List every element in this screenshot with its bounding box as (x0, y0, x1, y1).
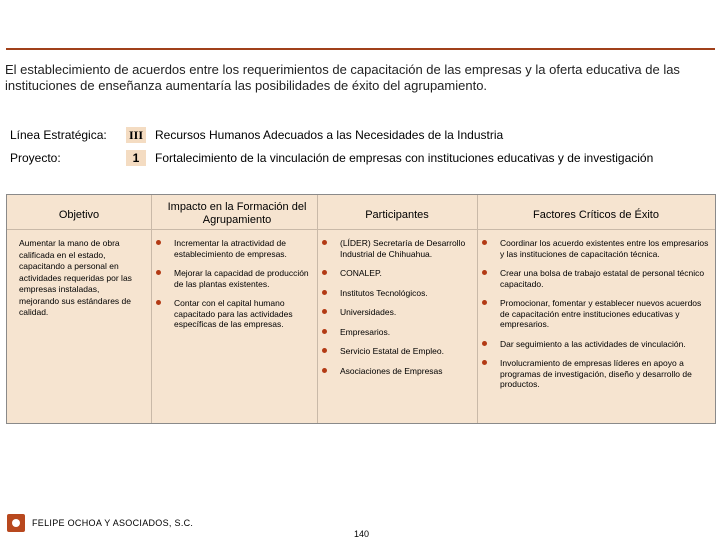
proyecto-title: Fortalecimiento de la vinculación de empresas con instituciones educativas y de investigación (155, 151, 654, 165)
participantes-list (320, 238, 470, 385)
intro-paragraph: El establecimiento de acuerdos entre los requerimientos de capacitación de las empresas y la oferta educativa de las instituciones de enseñanza aumentaría las posibilidades de éxito del agrupamiento. (5, 62, 680, 93)
header-factores: Factores Críticos de Éxito (533, 209, 659, 221)
bullet-icon (322, 329, 327, 334)
bullet-icon (322, 290, 327, 295)
bullet-icon (322, 368, 327, 373)
column-divider (317, 195, 318, 423)
list-item: Universidades. (320, 307, 470, 318)
list-item: Asociaciones de Empresas (320, 366, 470, 377)
list-item: Incrementar la atractividad de establecimiento de empresas. (154, 238, 314, 259)
objective-text: Aumentar la mano de obra calificada en el estado, capacitando a personal en actividades requeridas por las empresas instaladas, mejorando sus estándares de calidad. (19, 238, 132, 317)
bullet-icon (156, 270, 161, 275)
bullet-icon (322, 348, 327, 353)
proyecto-number: 1 (126, 150, 146, 166)
column-divider (477, 195, 478, 423)
bullet-icon (482, 270, 487, 275)
list-item: Servicio Estatal de Empleo. (320, 346, 470, 357)
strategy-table (6, 194, 716, 424)
company-logo-icon (7, 514, 25, 532)
list-item: Dar seguimiento a las actividades de vinculación. (480, 339, 712, 350)
bullet-icon (482, 240, 487, 245)
top-rule (6, 48, 715, 50)
header-divider (7, 229, 715, 230)
bullet-icon (322, 309, 327, 314)
linea-label: Línea Estratégica: (10, 128, 107, 142)
linea-title: Recursos Humanos Adecuados a las Necesidades de la Industria (155, 128, 504, 142)
column-divider (151, 195, 152, 423)
header-impacto: Impacto en la Formación del Agrupamiento (167, 201, 307, 226)
bullet-icon (156, 300, 161, 305)
header-participantes: Participantes (365, 209, 429, 221)
bullet-icon (322, 270, 327, 275)
proyecto-label: Proyecto: (10, 151, 61, 165)
bullet-icon (482, 300, 487, 305)
list-item: Crear una bolsa de trabajo estatal de personal técnico capacitado. (480, 268, 712, 289)
bullet-icon (482, 360, 487, 365)
list-item: Involucramiento de empresas líderes en apoyo a programas de investigación, diseño y desarrollo de productos. (480, 358, 712, 390)
list-item: (LÍDER) Secretaría de Desarrollo Industrial de Chihuahua. (320, 238, 470, 259)
list-item: Contar con el capital humano capacitado para las actividades específicas de las empresas. (154, 298, 314, 330)
list-item: CONALEP. (320, 268, 470, 279)
linea-number: III (126, 127, 146, 143)
bullet-icon (322, 240, 327, 245)
bullet-icon (156, 240, 161, 245)
impacto-list (154, 238, 314, 339)
list-item: Institutos Tecnológicos. (320, 288, 470, 299)
list-item: Coordinar los acuerdo existentes entre los empresarios y las instituciones de capacitación técnica. (480, 238, 712, 259)
company-name: FELIPE OCHOA Y ASOCIADOS, S.C. (32, 518, 194, 528)
factores-list (480, 238, 712, 399)
bullet-icon (482, 341, 487, 346)
list-item: Empresarios. (320, 327, 470, 338)
list-item: Mejorar la capacidad de producción de las plantas existentes. (154, 268, 314, 289)
header-objetivo: Objetivo (58, 209, 100, 221)
list-item: Promocionar, fomentar y establecer nuevos acuerdos de capacitación entre instituciones educativas y empresarios. (480, 298, 712, 330)
page-number: 140 (354, 529, 370, 539)
